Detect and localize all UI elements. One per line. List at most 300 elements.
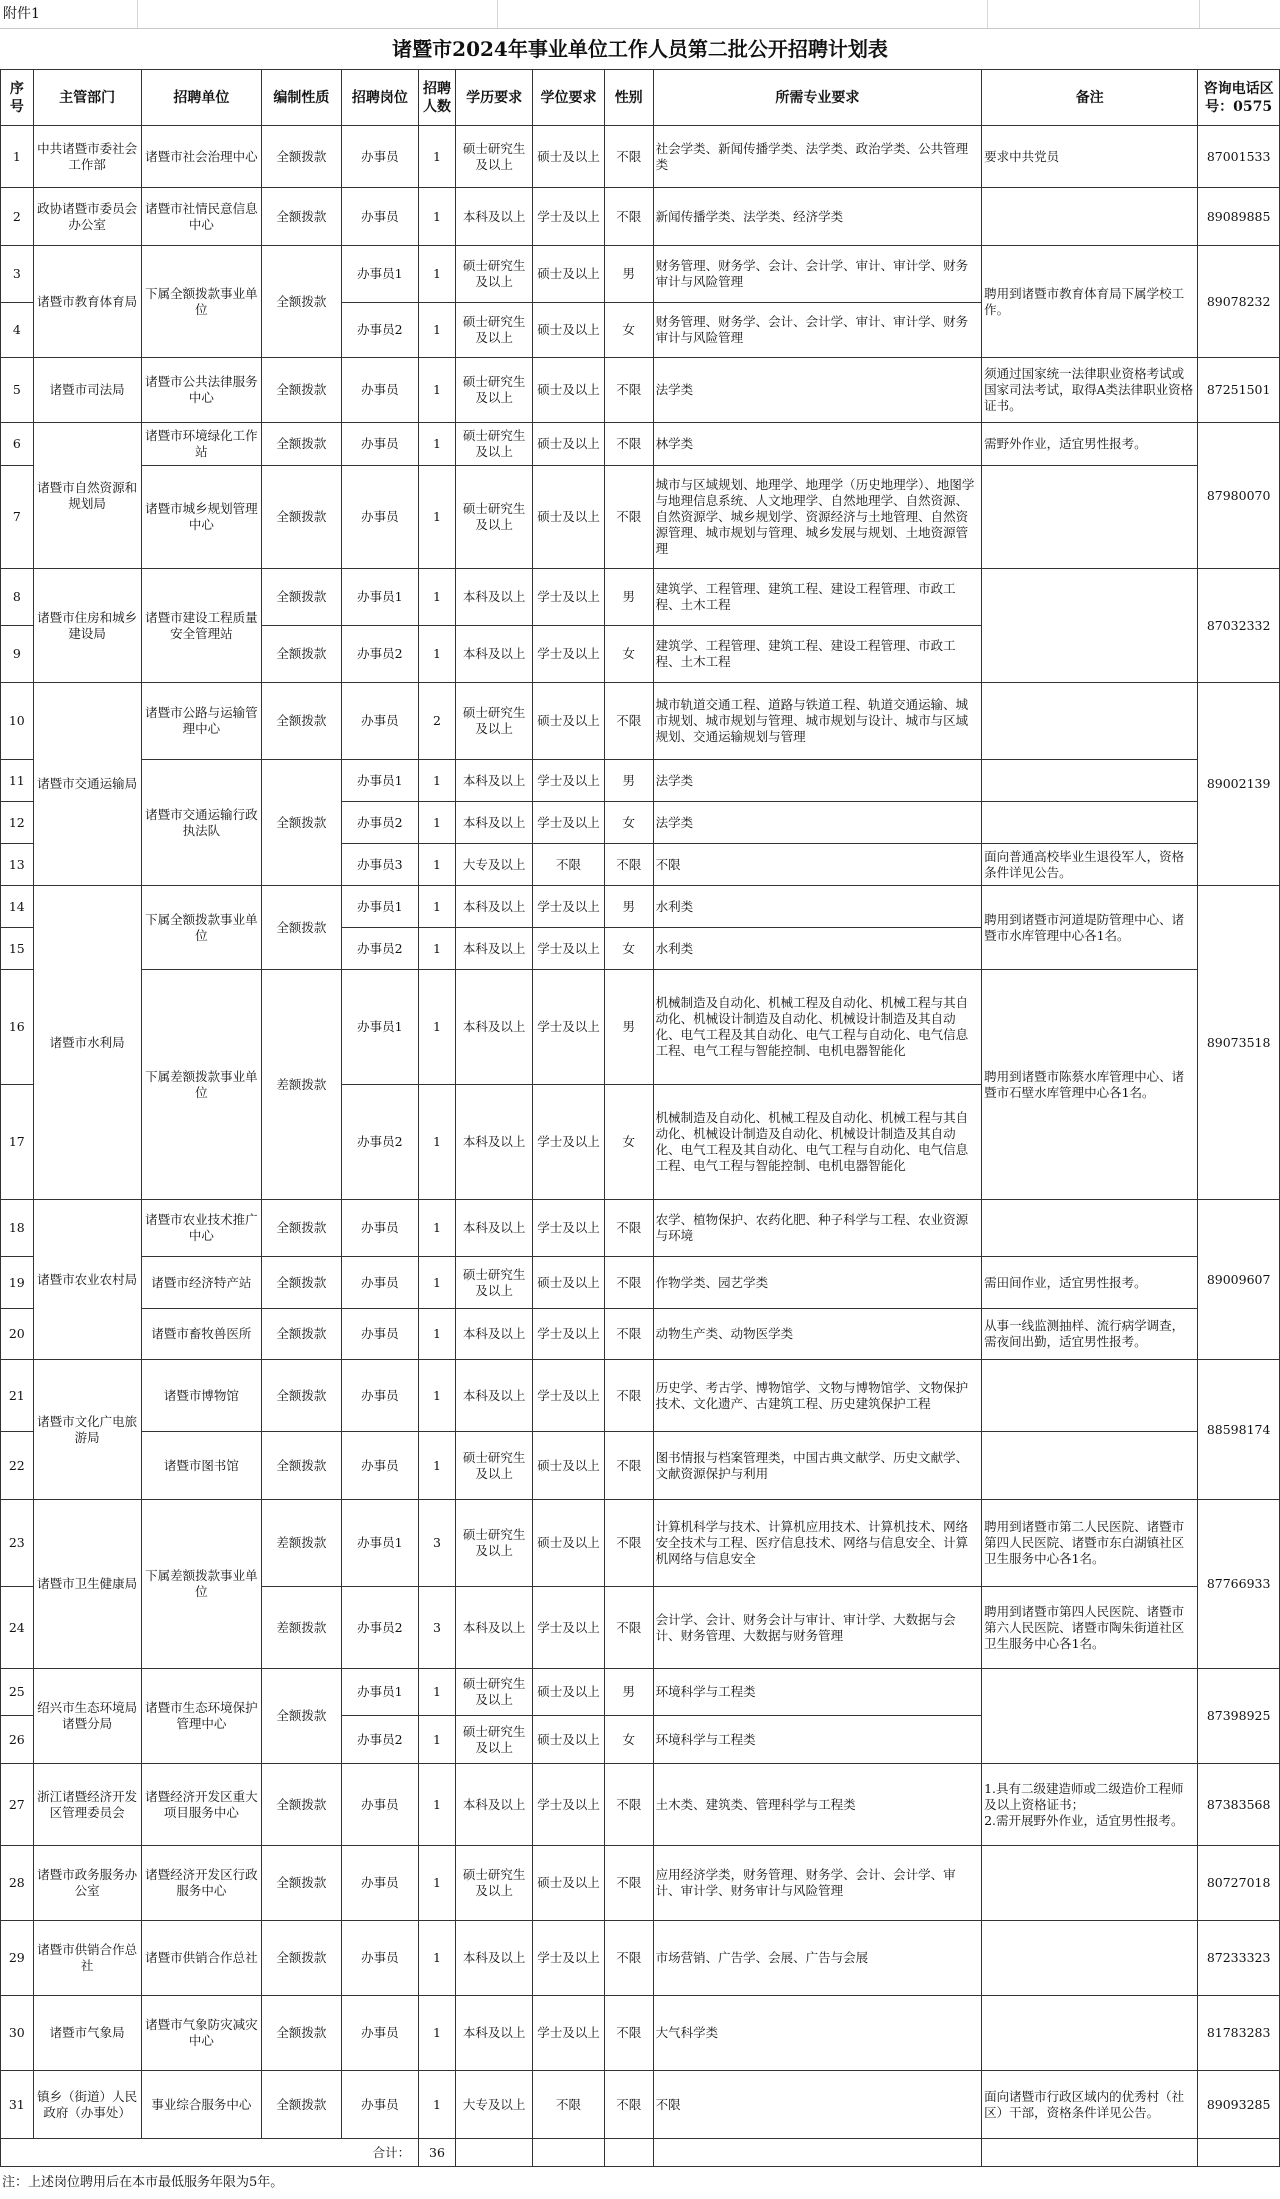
table-cell: 诸暨市公共法律服务中心 xyxy=(141,358,261,423)
table-cell: 5 xyxy=(1,358,34,423)
table-cell: 11 xyxy=(1,760,34,802)
table-cell: 硕士研究生及以上 xyxy=(455,358,533,423)
table-cell: 全额拨款 xyxy=(262,1360,342,1432)
table-cell: 87001533 xyxy=(1198,126,1280,188)
table-cell: 财务管理、财务学、会计、会计学、审计、审计学、财务审计与风险管理 xyxy=(653,246,981,303)
table-cell: 差额拨款 xyxy=(262,1500,342,1587)
empty-cell xyxy=(988,0,1200,28)
table-cell: 全额拨款 xyxy=(262,569,342,626)
table-cell: 学士及以上 xyxy=(533,626,604,683)
table-cell: 学士及以上 xyxy=(533,1764,604,1846)
table-cell: 办事员 xyxy=(341,126,419,188)
table-row xyxy=(1,126,1280,188)
table-cell: 诸暨市公路与运输管理中心 xyxy=(141,683,261,760)
table-cell: 14 xyxy=(1,886,34,928)
table-cell: 硕士及以上 xyxy=(533,246,604,303)
header-row xyxy=(1,70,1280,126)
table-cell: 办事员 xyxy=(341,1257,419,1309)
table-cell: 本科及以上 xyxy=(455,188,533,246)
table-cell: 镇乡（街道）人民政府（办事处） xyxy=(33,2071,141,2139)
col-header: 编制性质 xyxy=(262,70,342,126)
total-label: 合计： xyxy=(1,2139,419,2167)
col-header: 备注 xyxy=(982,70,1198,126)
empty-cell xyxy=(1200,0,1280,28)
table-cell: 硕士及以上 xyxy=(533,1846,604,1921)
table-cell: 学士及以上 xyxy=(533,802,604,844)
table-cell: 学士及以上 xyxy=(533,1200,604,1257)
table-cell: 22 xyxy=(1,1432,34,1500)
table-cell: 办事员1 xyxy=(341,886,419,928)
table-cell: 学士及以上 xyxy=(533,188,604,246)
table-cell: 学士及以上 xyxy=(533,569,604,626)
remark-cell xyxy=(982,1764,1198,1846)
table-cell: 89002139 xyxy=(1198,683,1280,886)
table-cell: 诸暨市文化广电旅游局 xyxy=(33,1360,141,1500)
table-cell: 13 xyxy=(1,844,34,886)
table-cell: 诸暨市博物馆 xyxy=(141,1360,261,1432)
table-cell: 16 xyxy=(1,970,34,1085)
table-cell: 财务管理、财务学、会计、会计学、审计、审计学、财务审计与风险管理 xyxy=(653,303,981,358)
table-cell: 聘用到诸暨市教育体育局下属学校工作。 xyxy=(982,246,1198,358)
table-cell: 政协诸暨市委员会办公室 xyxy=(33,188,141,246)
table-cell: 办事员1 xyxy=(341,970,419,1085)
table-cell: 办事员 xyxy=(341,1200,419,1257)
table-cell: 1 xyxy=(419,1764,456,1846)
table-cell: 硕士及以上 xyxy=(533,1669,604,1716)
table-cell: 办事员2 xyxy=(341,802,419,844)
table-cell: 办事员1 xyxy=(341,760,419,802)
table-cell: 办事员1 xyxy=(341,1500,419,1587)
table-cell: 1 xyxy=(419,1921,456,1996)
table-cell: 办事员 xyxy=(341,683,419,760)
table-row xyxy=(1,1200,1280,1257)
table-cell: 9 xyxy=(1,626,34,683)
table-cell: 从事一线监测抽样、流行病学调查，需夜间出勤，适宜男性报考。 xyxy=(982,1309,1198,1360)
table-cell: 差额拨款 xyxy=(262,970,342,1200)
table-cell: 19 xyxy=(1,1257,34,1309)
table-cell: 办事员2 xyxy=(341,928,419,970)
table-cell xyxy=(982,1669,1198,1764)
table-cell: 学士及以上 xyxy=(533,760,604,802)
table-cell: 诸暨市农业农村局 xyxy=(33,1200,141,1360)
table-row xyxy=(1,886,1280,928)
table-cell: 89009607 xyxy=(1198,1200,1280,1360)
col-header: 招聘人数 xyxy=(419,70,456,126)
table-row xyxy=(1,1360,1280,1432)
table-cell: 8 xyxy=(1,569,34,626)
table-cell: 本科及以上 xyxy=(455,626,533,683)
table-cell: 本科及以上 xyxy=(455,928,533,970)
table-cell: 1 xyxy=(419,303,456,358)
table-cell: 男 xyxy=(604,1669,653,1716)
table-cell: 学士及以上 xyxy=(533,1309,604,1360)
table-cell xyxy=(982,466,1198,569)
table-cell: 办事员 xyxy=(341,1764,419,1846)
col-header: 招聘岗位 xyxy=(341,70,419,126)
table-cell: 不限 xyxy=(604,126,653,188)
col-header: 学历要求 xyxy=(455,70,533,126)
table-cell: 31 xyxy=(1,2071,34,2139)
table-cell: 本科及以上 xyxy=(455,802,533,844)
table-cell: 1 xyxy=(419,760,456,802)
col-header: 主管部门 xyxy=(33,70,141,126)
table-cell: 本科及以上 xyxy=(455,1200,533,1257)
table-cell: 诸暨市教育体育局 xyxy=(33,246,141,358)
table-cell: 诸暨市供销合作总社 xyxy=(141,1921,261,1996)
table-cell xyxy=(982,760,1198,802)
footer-note: 注：上述岗位聘用后在本市最低服务年限为5年。 xyxy=(2,2175,284,2190)
table-cell: 女 xyxy=(604,1085,653,1200)
table-cell xyxy=(982,188,1198,246)
table-cell: 全额拨款 xyxy=(262,466,342,569)
table-cell: 全额拨款 xyxy=(262,1200,342,1257)
table-cell: 诸暨市交通运输行政执法队 xyxy=(141,760,261,886)
table-cell: 全额拨款 xyxy=(262,126,342,188)
table-cell: 诸暨市卫生健康局 xyxy=(33,1500,141,1669)
table-row xyxy=(1,1309,1280,1360)
table-cell: 女 xyxy=(604,928,653,970)
table-cell: 18 xyxy=(1,1200,34,1257)
table-cell: 不限 xyxy=(604,1846,653,1921)
table-cell: 不限 xyxy=(653,844,981,886)
table-cell: 1 xyxy=(419,569,456,626)
table-cell: 不限 xyxy=(604,1587,653,1669)
empty-cell xyxy=(653,2139,981,2167)
table-cell: 中共诸暨市委社会工作部 xyxy=(33,126,141,188)
table-cell: 学士及以上 xyxy=(533,928,604,970)
table-cell: 绍兴市生态环境局诸暨分局 xyxy=(33,1669,141,1764)
table-cell: 10 xyxy=(1,683,34,760)
table-cell: 需野外作业，适宜男性报考。 xyxy=(982,423,1198,466)
table-cell: 不限 xyxy=(604,1764,653,1846)
table-cell: 1 xyxy=(419,1257,456,1309)
table-cell: 下属差额拨款事业单位 xyxy=(141,970,261,1200)
table-cell: 89078232 xyxy=(1198,246,1280,358)
table-cell: 办事员 xyxy=(341,188,419,246)
table-cell: 89093285 xyxy=(1198,2071,1280,2139)
table-cell: 办事员 xyxy=(341,466,419,569)
table-cell: 87766933 xyxy=(1198,1500,1280,1669)
table-cell: 1.具有二级建造师或二级造价工程师及以上资格证书； xyxy=(984,1780,1184,1812)
table-cell: 本科及以上 xyxy=(455,1921,533,1996)
table-cell: 硕士研究生及以上 xyxy=(455,466,533,569)
table-cell: 计算机科学与技术、计算机应用技术、计算机技术、网络安全技术与工程、医疗信息技术、网络与信息安全、计算机网络与信息安全 xyxy=(653,1500,981,1587)
table-cell: 硕士及以上 xyxy=(533,423,604,466)
table-cell: 办事员2 xyxy=(341,1085,419,1200)
table-cell: 4 xyxy=(1,303,34,358)
table-cell: 1 xyxy=(419,1716,456,1764)
table-cell: 24 xyxy=(1,1587,34,1669)
table-cell: 水利类 xyxy=(653,886,981,928)
table-cell: 图书情报与档案管理类，中国古典文献学、历史文献学、文献资源保护与利用 xyxy=(653,1432,981,1500)
table-cell: 全额拨款 xyxy=(262,188,342,246)
table-cell xyxy=(982,683,1198,760)
table-cell: 男 xyxy=(604,569,653,626)
table-cell: 1 xyxy=(419,928,456,970)
table-cell: 本科及以上 xyxy=(455,1996,533,2071)
table-cell: 12 xyxy=(1,802,34,844)
table-cell: 87980070 xyxy=(1198,423,1280,569)
table-cell: 不限 xyxy=(604,358,653,423)
table-cell: 全额拨款 xyxy=(262,1996,342,2071)
table-cell: 1 xyxy=(419,466,456,569)
table-cell: 男 xyxy=(604,760,653,802)
table-cell: 下属全额拨款事业单位 xyxy=(141,886,261,970)
table-cell: 2.需开展野外作业，适宜男性报考。 xyxy=(984,1812,1184,1828)
table-cell: 1 xyxy=(419,886,456,928)
table-row xyxy=(1,1500,1280,1587)
table-cell: 环境科学与工程类 xyxy=(653,1669,981,1716)
table-cell xyxy=(982,569,1198,683)
table-cell: 89089885 xyxy=(1198,188,1280,246)
table-cell: 办事员 xyxy=(341,1921,419,1996)
table-cell: 硕士及以上 xyxy=(533,1500,604,1587)
table-cell: 88598174 xyxy=(1198,1360,1280,1500)
table-cell: 23 xyxy=(1,1500,34,1587)
table-cell: 硕士研究生及以上 xyxy=(455,1846,533,1921)
table-cell: 不限 xyxy=(604,1432,653,1500)
table-cell: 须通过国家统一法律职业资格考试或国家司法考试，取得A类法律职业资格证书。 xyxy=(982,358,1198,423)
table-cell: 3 xyxy=(419,1587,456,1669)
table-cell: 诸暨市农业技术推广中心 xyxy=(141,1200,261,1257)
table-cell: 事业综合服务中心 xyxy=(141,2071,261,2139)
table-cell: 诸暨市建设工程质量安全管理站 xyxy=(141,569,261,683)
table-cell: 81783283 xyxy=(1198,1996,1280,2071)
table-cell: 6 xyxy=(1,423,34,466)
table-cell: 全额拨款 xyxy=(262,683,342,760)
table-cell: 25 xyxy=(1,1669,34,1716)
table-cell xyxy=(982,1846,1198,1921)
table-cell: 87032332 xyxy=(1198,569,1280,683)
table-cell: 30 xyxy=(1,1996,34,2071)
table-cell: 硕士及以上 xyxy=(533,303,604,358)
table-cell: 1 xyxy=(419,1309,456,1360)
table-cell: 差额拨款 xyxy=(262,1587,342,1669)
table-cell: 面向普通高校毕业生退役军人，资格条件详见公告。 xyxy=(982,844,1198,886)
table-cell: 应用经济学类，财务管理、财务学、会计、会计学、审计、审计学、财务审计与风险管理 xyxy=(653,1846,981,1921)
table-row xyxy=(1,1921,1280,1996)
table-row xyxy=(1,246,1280,303)
recruitment-table xyxy=(0,69,1280,2167)
table-cell: 学士及以上 xyxy=(533,1587,604,1669)
table-cell: 诸暨市司法局 xyxy=(33,358,141,423)
table-cell: 1 xyxy=(419,358,456,423)
table-cell xyxy=(982,1200,1198,1257)
table-cell: 办事员 xyxy=(341,1846,419,1921)
table-cell: 不限 xyxy=(533,844,604,886)
table-cell: 全额拨款 xyxy=(262,1257,342,1309)
table-cell: 办事员1 xyxy=(341,569,419,626)
table-cell: 不限 xyxy=(604,2071,653,2139)
table-cell: 本科及以上 xyxy=(455,569,533,626)
table-cell: 诸暨市供销合作总社 xyxy=(33,1921,141,1996)
table-cell xyxy=(982,1996,1198,2071)
table-cell: 7 xyxy=(1,466,34,569)
table-cell: 2 xyxy=(1,188,34,246)
table-cell: 全额拨款 xyxy=(262,1432,342,1500)
table-cell: 1 xyxy=(419,1996,456,2071)
table-cell: 办事员 xyxy=(341,1360,419,1432)
table-cell: 诸暨市交通运输局 xyxy=(33,683,141,886)
table-cell: 办事员 xyxy=(341,358,419,423)
table-cell: 诸暨经济开发区行政服务中心 xyxy=(141,1846,261,1921)
table-cell: 1 xyxy=(419,423,456,466)
table-cell xyxy=(982,1432,1198,1500)
table-cell: 学士及以上 xyxy=(533,1996,604,2071)
table-cell: 女 xyxy=(604,802,653,844)
table-cell: 需田间作业，适宜男性报考。 xyxy=(982,1257,1198,1309)
table-cell: 大气科学类 xyxy=(653,1996,981,2071)
table-cell: 女 xyxy=(604,303,653,358)
empty-cell xyxy=(533,2139,604,2167)
table-row xyxy=(1,358,1280,423)
table-cell: 下属差额拨款事业单位 xyxy=(141,1500,261,1669)
table-cell: 全额拨款 xyxy=(262,626,342,683)
table-cell: 学士及以上 xyxy=(533,1360,604,1432)
table-row xyxy=(1,760,1280,802)
table-row xyxy=(1,466,1280,569)
table-cell: 诸暨市经济特产站 xyxy=(141,1257,261,1309)
table-cell: 诸暨市社会治理中心 xyxy=(141,126,261,188)
table-cell: 1 xyxy=(419,1846,456,1921)
table-cell: 办事员2 xyxy=(341,303,419,358)
table-cell: 不限 xyxy=(604,1309,653,1360)
table-row xyxy=(1,1764,1280,1846)
col-header: 性别 xyxy=(604,70,653,126)
table-cell: 87233323 xyxy=(1198,1921,1280,1996)
table-cell: 法学类 xyxy=(653,802,981,844)
table-cell: 办事员1 xyxy=(341,246,419,303)
table-cell: 80727018 xyxy=(1198,1846,1280,1921)
table-cell: 硕士研究生及以上 xyxy=(455,1432,533,1500)
table-cell: 1 xyxy=(419,1360,456,1432)
table-cell: 87398925 xyxy=(1198,1669,1280,1764)
table-cell: 学士及以上 xyxy=(533,886,604,928)
table-cell: 1 xyxy=(419,188,456,246)
table-cell xyxy=(982,1921,1198,1996)
empty-cell xyxy=(1198,2139,1280,2167)
table-cell: 作物学类、园艺学类 xyxy=(653,1257,981,1309)
table-row xyxy=(1,1432,1280,1500)
table-cell: 硕士研究生及以上 xyxy=(455,246,533,303)
table-cell: 1 xyxy=(419,970,456,1085)
table-cell: 诸暨市气象防灾减灾中心 xyxy=(141,1996,261,2071)
attachment-label: 附件1 xyxy=(0,0,138,28)
table-cell: 硕士研究生及以上 xyxy=(455,1669,533,1716)
table-row xyxy=(1,569,1280,626)
col-header: 咨询电话区号：0575 xyxy=(1198,70,1280,126)
table-cell: 办事员2 xyxy=(341,1716,419,1764)
table-cell: 1 xyxy=(419,802,456,844)
table-cell: 15 xyxy=(1,928,34,970)
table-cell: 诸暨市生态环境保护管理中心 xyxy=(141,1669,261,1764)
table-cell: 大专及以上 xyxy=(455,2071,533,2139)
table-cell: 办事员 xyxy=(341,1432,419,1500)
table-cell: 本科及以上 xyxy=(455,1309,533,1360)
table-cell: 办事员 xyxy=(341,1309,419,1360)
table-cell: 不限 xyxy=(604,1996,653,2071)
table-cell: 市场营销、广告学、会展、广告与会展 xyxy=(653,1921,981,1996)
table-cell: 硕士及以上 xyxy=(533,1716,604,1764)
table-cell: 1 xyxy=(419,844,456,886)
table-cell: 不限 xyxy=(604,466,653,569)
table-cell: 3 xyxy=(1,246,34,303)
table-cell xyxy=(982,1360,1198,1432)
table-cell: 本科及以上 xyxy=(455,760,533,802)
table-cell: 土木类、建筑类、管理科学与工程类 xyxy=(653,1764,981,1846)
table-cell: 全额拨款 xyxy=(262,1669,342,1764)
table-cell: 法学类 xyxy=(653,358,981,423)
table-cell: 21 xyxy=(1,1360,34,1432)
table-cell: 林学类 xyxy=(653,423,981,466)
table-cell: 不限 xyxy=(604,1200,653,1257)
table-row xyxy=(1,683,1280,760)
table-cell: 不限 xyxy=(604,423,653,466)
table-cell: 水利类 xyxy=(653,928,981,970)
table-cell: 硕士研究生及以上 xyxy=(455,1257,533,1309)
table-row xyxy=(1,188,1280,246)
table-cell: 1 xyxy=(419,1669,456,1716)
table-cell: 女 xyxy=(604,1716,653,1764)
table-cell: 不限 xyxy=(604,844,653,886)
table-cell: 硕士研究生及以上 xyxy=(455,423,533,466)
table-cell: 动物生产类、动物医学类 xyxy=(653,1309,981,1360)
table-cell: 本科及以上 xyxy=(455,1764,533,1846)
table-cell: 机械制造及自动化、机械工程及自动化、机械工程与其自动化、机械设计制造及自动化、机械设计制造及其自动化、电气工程及其自动化、电气工程与自动化、电气信息工程、电气工程与智能控制、电机电器智能化 xyxy=(653,1085,981,1200)
table-cell: 诸暨市政务服务办公室 xyxy=(33,1846,141,1921)
table-cell: 机械制造及自动化、机械工程及自动化、机械工程与其自动化、机械设计制造及自动化、机械设计制造及其自动化、电气工程及其自动化、电气工程与自动化、电气信息工程、电气工程与智能控制、电机电器智能化 xyxy=(653,970,981,1085)
table-cell: 诸暨市社情民意信息中心 xyxy=(141,188,261,246)
table-cell: 28 xyxy=(1,1846,34,1921)
table-cell: 全额拨款 xyxy=(262,1309,342,1360)
table-cell: 建筑学、工程管理、建筑工程、建设工程管理、市政工程、土木工程 xyxy=(653,626,981,683)
table-cell: 全额拨款 xyxy=(262,2071,342,2139)
table-cell: 本科及以上 xyxy=(455,1360,533,1432)
table-cell: 城市轨道交通工程、道路与铁道工程、轨道交通运输、城市规划、城市规划与管理、城市规划与设计、城市与区域规划、交通运输规划与管理 xyxy=(653,683,981,760)
table-cell: 办事员2 xyxy=(341,1587,419,1669)
table-cell: 3 xyxy=(419,1500,456,1587)
table-cell: 建筑学、工程管理、建筑工程、建设工程管理、市政工程、土木工程 xyxy=(653,569,981,626)
table-cell: 诸暨市水利局 xyxy=(33,886,141,1200)
table-cell: 硕士研究生及以上 xyxy=(455,1716,533,1764)
table-row xyxy=(1,1996,1280,2071)
total-row xyxy=(1,2139,1280,2167)
table-cell: 会计学、会计、财务会计与审计、审计学、大数据与会计、财务管理、大数据与财务管理 xyxy=(653,1587,981,1669)
table-row xyxy=(1,1669,1280,1716)
table-cell: 87251501 xyxy=(1198,358,1280,423)
table-cell: 本科及以上 xyxy=(455,970,533,1085)
table-cell: 本科及以上 xyxy=(455,886,533,928)
table-cell: 本科及以上 xyxy=(455,1085,533,1200)
table-cell: 诸暨市图书馆 xyxy=(141,1432,261,1500)
table-cell: 不限 xyxy=(533,2071,604,2139)
table-cell: 诸暨经济开发区重大项目服务中心 xyxy=(141,1764,261,1846)
sheet-top-row xyxy=(0,0,1280,29)
table-cell: 不限 xyxy=(604,683,653,760)
table-cell: 聘用到诸暨市河道堤防管理中心、诸暨市水库管理中心各1名。 xyxy=(982,886,1198,970)
table-cell: 学士及以上 xyxy=(533,970,604,1085)
table-cell: 本科及以上 xyxy=(455,1587,533,1669)
table-cell: 城市与区域规划、地理学、地理学（历史地理学）、地图学与地理信息系统、人文地理学、自然地理学、自然资源、自然资源学、城乡规划学、资源经济与土地管理、自然资源管理、城市规划与管理、城乡发展与规划、土地资源管理 xyxy=(653,466,981,569)
table-cell: 社会学类、新闻传播学类、法学类、政治学类、公共管理类 xyxy=(653,126,981,188)
col-header: 所需专业要求 xyxy=(653,70,981,126)
table-cell: 1 xyxy=(1,126,34,188)
table-cell: 大专及以上 xyxy=(455,844,533,886)
table-cell: 不限 xyxy=(604,1257,653,1309)
table-cell: 聘用到诸暨市第四人民医院、诸暨市第六人民医院、诸暨市陶朱街道社区卫生服务中心各1名。 xyxy=(982,1587,1198,1669)
table-cell: 聘用到诸暨市陈蔡水库管理中心、诸暨市石壁水库管理中心各1名。 xyxy=(982,970,1198,1200)
table-cell: 农学、植物保护、农药化肥、种子科学与工程、农业资源与环境 xyxy=(653,1200,981,1257)
